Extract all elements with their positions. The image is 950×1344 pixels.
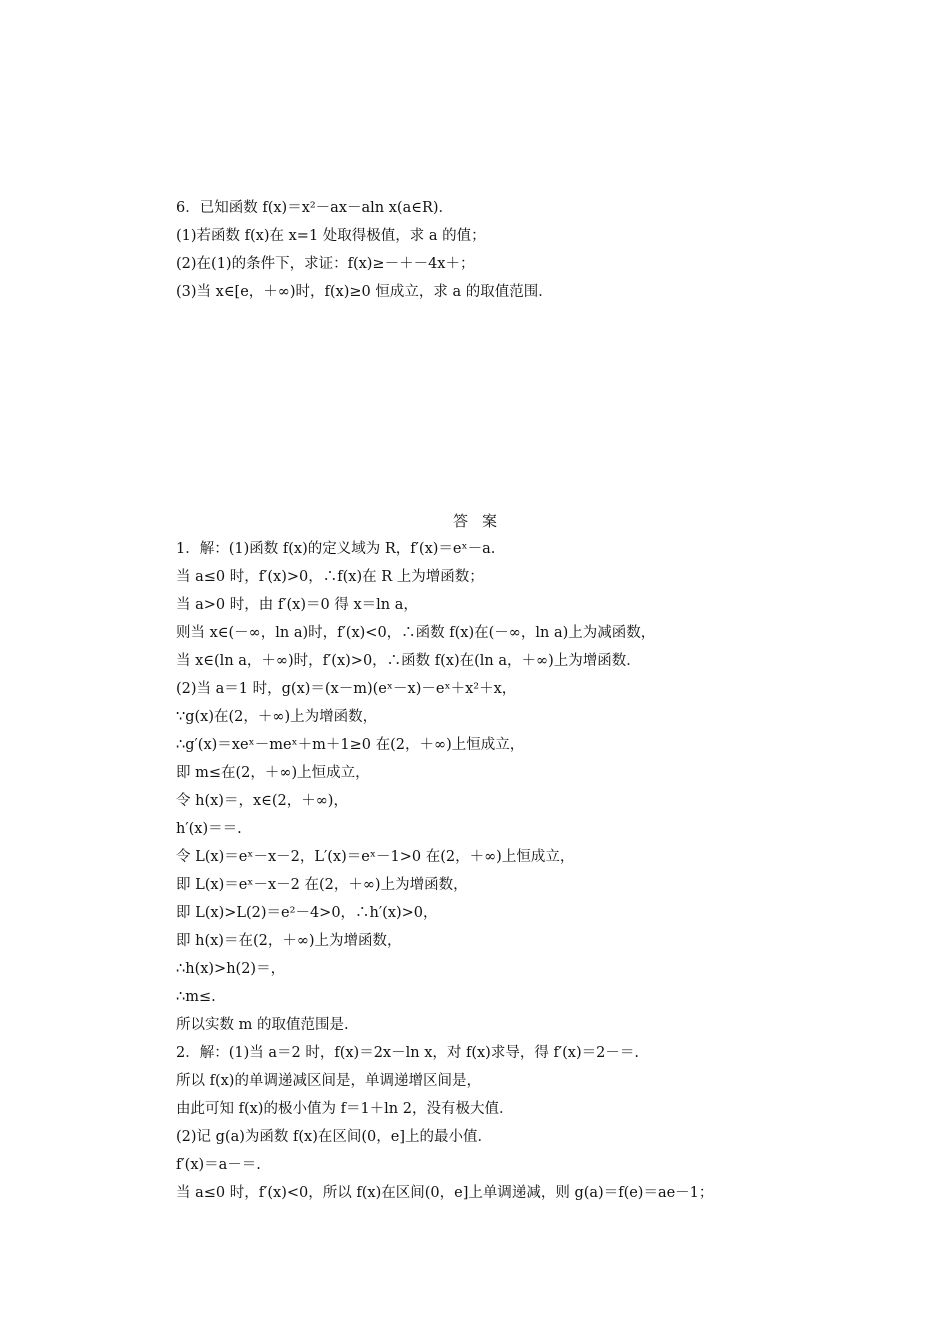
answer-line: 由此可知 f(x)的极小值为 f＝1＋ln 2，没有极大值． (176, 1101, 514, 1117)
answer-line: 当 x∈(ln a，＋∞)时，f′(x)>0，∴函数 f(x)在(ln a，＋∞)上为增函数． (176, 653, 641, 669)
problem-6-statement: 6．已知函数 f(x)＝x²－ax－aln x(a∈R)． (176, 200, 454, 216)
answer-line: 当 a≤0 时，f′(x)>0，∴f(x)在 R 上为增函数； (176, 569, 484, 585)
answer-line: 即 h(x)＝在(2，＋∞)上为增函数， (176, 933, 402, 949)
answer-line: 2．解：(1)当 a＝2 时，f(x)＝2x－ln x，对 f(x)求导，得 f′(x)＝2－＝. (176, 1045, 639, 1061)
answer-line: ∴m≤. (176, 989, 216, 1005)
problem-6 (176, 194, 816, 306)
answer-line: 即 L(x)>L(2)＝e²－4>0，∴h′(x)>0， (176, 905, 438, 921)
answer-line: ∴g′(x)＝xeˣ－meˣ＋m＋1≥0 在(2，＋∞)上恒成立， (176, 737, 525, 753)
answer-line: 令 L(x)＝eˣ－x－2，L′(x)＝eˣ－1>0 在(2，＋∞)上恒成立， (176, 849, 575, 865)
answer-line: 1．解：(1)函数 f(x)的定义域为 R，f′(x)＝eˣ－a. (176, 541, 496, 557)
answer-line: 即 m≤在(2，＋∞)上恒成立， (176, 765, 370, 781)
problem-6-part-1: (1)若函数 f(x)在 x=1 处取得极值，求 a 的值； (176, 228, 486, 244)
answer-line: ∵g(x)在(2，＋∞)上为增函数， (176, 709, 378, 725)
answer-line: 令 h(x)＝，x∈(2，＋∞)， (176, 793, 348, 809)
answer-line: (2)当 a＝1 时，g(x)＝(x－m)(eˣ－x)－eˣ＋x²＋x， (176, 681, 517, 697)
answer-line: h′(x)＝＝. (176, 821, 242, 837)
problem-6-part-3: (3)当 x∈[e，＋∞)时，f(x)≥0 恒成立，求 a 的取值范围． (176, 284, 553, 300)
answer-line: 所以 f(x)的单调递减区间是，单调递增区间是， (176, 1073, 481, 1089)
answer-line: 所以实数 m 的取值范围是. (176, 1017, 349, 1033)
answer-line: ∴h(x)>h(2)＝， (176, 961, 286, 977)
answer-line: 则当 x∈(－∞，ln a)时，f′(x)<0，∴函数 f(x)在(－∞，ln a)上为减函数， (176, 625, 656, 641)
answer-line: 当 a>0 时，由 f′(x)＝0 得 x＝ln a， (176, 597, 418, 613)
answer-body (176, 535, 816, 1207)
answer-line: (2)记 g(a)为函数 f(x)在区间(0，e]上的最小值． (176, 1129, 492, 1145)
answer-line: 即 L(x)＝eˣ－x－2 在(2，＋∞)上为增函数， (176, 877, 468, 893)
answer-heading: 答案 (452, 512, 511, 530)
answer-line: f′(x)＝a－＝. (176, 1157, 261, 1173)
answer-line: 当 a≤0 时，f′(x)<0，所以 f(x)在区间(0，e]上单调递减，则 g(a)＝f(e)＝ae－1； (176, 1185, 714, 1201)
problem-6-part-2: (2)在(1)的条件下，求证：f(x)≥－＋－4x＋； (176, 256, 475, 272)
